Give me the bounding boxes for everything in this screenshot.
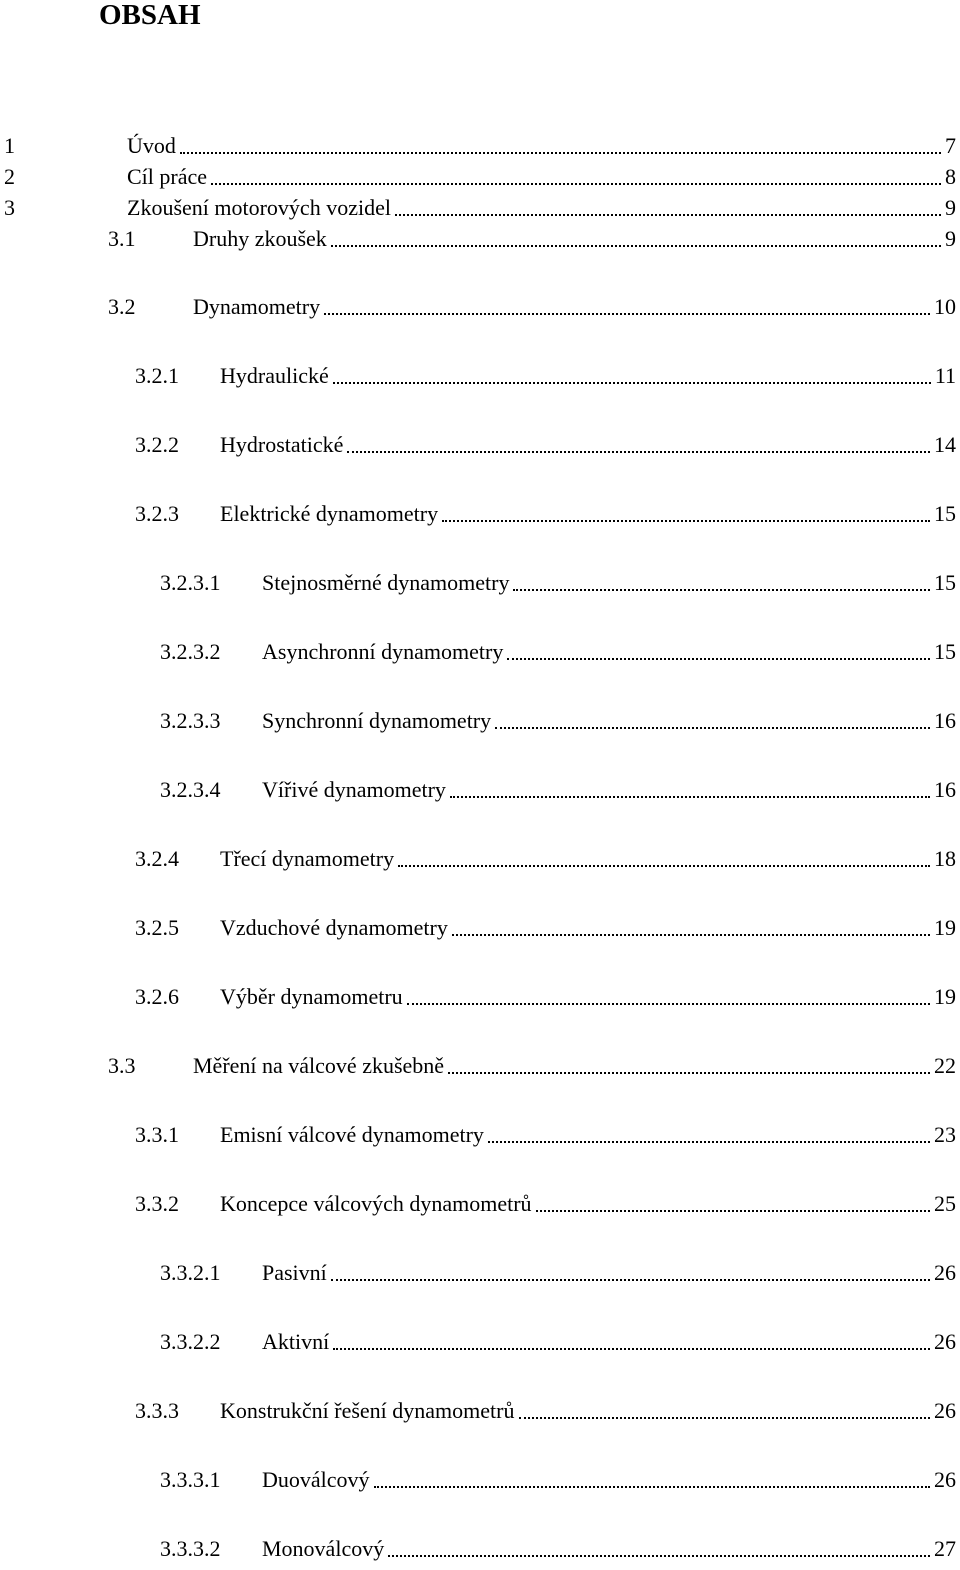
toc-entry-number: 2 — [4, 164, 15, 189]
toc-entry-page: 15 — [934, 501, 956, 526]
toc-entry-number: 3.3.3.2 — [160, 1536, 221, 1561]
toc-entry-title: Cíl práce — [127, 164, 208, 189]
toc-entry-title: Aktivní — [262, 1329, 330, 1354]
toc-entry-title: Druhy zkoušek — [193, 226, 327, 251]
dot-leader — [448, 1072, 930, 1074]
toc-entry-number: 3.2.3 — [135, 501, 179, 526]
dot-leader — [347, 451, 930, 453]
toc-entry-title: Emisní válcové dynamometry — [220, 1122, 484, 1147]
toc-entry-title: Stejnosměrné dynamometry — [262, 570, 510, 595]
toc-entry-number: 3.2.1 — [135, 363, 179, 388]
dot-leader — [333, 1348, 930, 1350]
toc-entry-page: 19 — [934, 915, 956, 940]
toc-entry-page: 7 — [945, 133, 956, 158]
toc-entry[interactable] — [160, 568, 956, 598]
toc-entry-title: Koncepce válcových dynamometrů — [220, 1191, 532, 1216]
dot-leader — [536, 1210, 930, 1212]
toc-entry[interactable] — [0, 193, 956, 223]
toc-entry-title: Měření na válcové zkušebně — [193, 1053, 445, 1078]
dot-leader — [395, 214, 941, 216]
toc-entry-number: 3.3 — [108, 1053, 136, 1078]
toc-entry-page: 9 — [945, 226, 956, 251]
dot-leader — [488, 1141, 930, 1143]
toc-entry-number: 3.2 — [108, 294, 136, 319]
dot-leader — [331, 245, 941, 247]
toc-entry[interactable] — [135, 1396, 956, 1426]
toc-entry[interactable] — [135, 982, 956, 1012]
toc-entry-number: 3.1 — [108, 226, 136, 251]
dot-leader — [513, 589, 930, 591]
dot-leader — [398, 865, 930, 867]
toc-entry-page: 26 — [934, 1467, 956, 1492]
page-title: OBSAH — [99, 0, 201, 31]
dot-leader — [388, 1555, 930, 1557]
toc-entry-title: Synchronní dynamometry — [262, 708, 492, 733]
toc-entry[interactable] — [160, 1534, 956, 1564]
dot-leader — [407, 1003, 930, 1005]
toc-entry-title: Úvod — [127, 133, 176, 158]
dot-leader — [519, 1417, 931, 1419]
toc-entry[interactable] — [135, 499, 956, 529]
dot-leader — [452, 934, 930, 936]
toc-entry-title: Výběr dynamometru — [220, 984, 403, 1009]
toc-entry[interactable] — [160, 1465, 956, 1495]
toc-entry-number: 3 — [4, 195, 15, 220]
toc-entry[interactable] — [160, 637, 956, 667]
toc-entry-page: 14 — [934, 432, 956, 457]
toc-entry-page: 8 — [945, 164, 956, 189]
toc-entry-number: 3.2.4 — [135, 846, 179, 871]
toc-entry-page: 10 — [934, 294, 956, 319]
toc-entry-title: Asynchronní dynamometry — [262, 639, 504, 664]
toc-entry-title: Vířivé dynamometry — [262, 777, 446, 802]
toc-entry-number: 3.2.3.3 — [160, 708, 221, 733]
toc-entry-page: 18 — [934, 846, 956, 871]
toc-entry-page: 26 — [934, 1398, 956, 1423]
toc-entry-number: 1 — [4, 133, 15, 158]
toc-entry-title: Pasivní — [262, 1260, 327, 1285]
toc-entry-title: Třecí dynamometry — [220, 846, 395, 871]
toc-entry-page: 15 — [934, 570, 956, 595]
toc-entry-number: 3.2.2 — [135, 432, 179, 457]
toc-entry[interactable] — [160, 1327, 956, 1357]
toc-entry-page: 26 — [934, 1329, 956, 1354]
toc-entry-title: Hydraulické — [220, 363, 329, 388]
toc-entry[interactable] — [160, 706, 956, 736]
toc-entry-page: 27 — [934, 1536, 956, 1561]
toc-entry-number: 3.2.6 — [135, 984, 179, 1009]
toc-entry-number: 3.3.3 — [135, 1398, 179, 1423]
dot-leader — [507, 658, 930, 660]
toc-entry-page: 16 — [934, 708, 956, 733]
toc-entry-title: Dynamometry — [193, 294, 321, 319]
toc-entry[interactable] — [0, 131, 956, 161]
toc-entry[interactable] — [108, 292, 956, 322]
toc-entry-page: 26 — [934, 1260, 956, 1285]
toc-entry[interactable] — [135, 844, 956, 874]
toc-entry-number: 3.2.3.4 — [160, 777, 221, 802]
toc-entry-title: Hydrostatické — [220, 432, 344, 457]
toc-entry-page: 25 — [934, 1191, 956, 1216]
toc-entry-number: 3.3.2 — [135, 1191, 179, 1216]
toc-entry[interactable] — [135, 1120, 956, 1150]
dot-leader — [442, 520, 930, 522]
toc-entry[interactable] — [135, 913, 956, 943]
toc-entry-number: 3.3.2.1 — [160, 1260, 221, 1285]
toc-entry-page: 16 — [934, 777, 956, 802]
toc-entry-title: Zkoušení motorových vozidel — [127, 195, 391, 220]
toc-entry-page: 22 — [934, 1053, 956, 1078]
toc-entry[interactable] — [108, 1051, 956, 1081]
toc-entry[interactable] — [0, 162, 956, 192]
toc-entry-page: 9 — [945, 195, 956, 220]
toc-entry[interactable] — [160, 1258, 956, 1288]
toc-entry-page: 23 — [934, 1122, 956, 1147]
toc-entry-number: 3.3.2.2 — [160, 1329, 221, 1354]
toc-entry[interactable] — [135, 430, 956, 460]
toc-entry-title: Vzduchové dynamometry — [220, 915, 448, 940]
toc-entry-number: 3.2.3.2 — [160, 639, 221, 664]
toc-entry[interactable] — [160, 775, 956, 805]
toc-entry[interactable] — [135, 361, 956, 391]
dot-leader — [495, 727, 930, 729]
dot-leader — [331, 1279, 930, 1281]
toc-entry-page: 15 — [934, 639, 956, 664]
toc-entry-title: Monoválcový — [262, 1536, 385, 1561]
toc-entry-number: 3.2.3.1 — [160, 570, 221, 595]
dot-leader — [180, 152, 941, 154]
toc-entry-number: 3.3.1 — [135, 1122, 179, 1147]
dot-leader — [374, 1486, 930, 1488]
toc-entry-title: Konstrukční řešení dynamometrů — [220, 1398, 515, 1423]
toc-entry-page: 19 — [934, 984, 956, 1009]
toc-entry-title: Duoválcový — [262, 1467, 370, 1492]
toc-entry-number: 3.2.5 — [135, 915, 179, 940]
dot-leader — [450, 796, 930, 798]
toc-entry-number: 3.3.3.1 — [160, 1467, 221, 1492]
dot-leader — [324, 313, 930, 315]
dot-leader — [211, 183, 941, 185]
toc-entry-page: 11 — [934, 363, 956, 388]
dot-leader — [333, 382, 931, 384]
toc-entry[interactable] — [108, 224, 956, 254]
toc-entry[interactable] — [135, 1189, 956, 1219]
toc-entry-title: Elektrické dynamometry — [220, 501, 439, 526]
